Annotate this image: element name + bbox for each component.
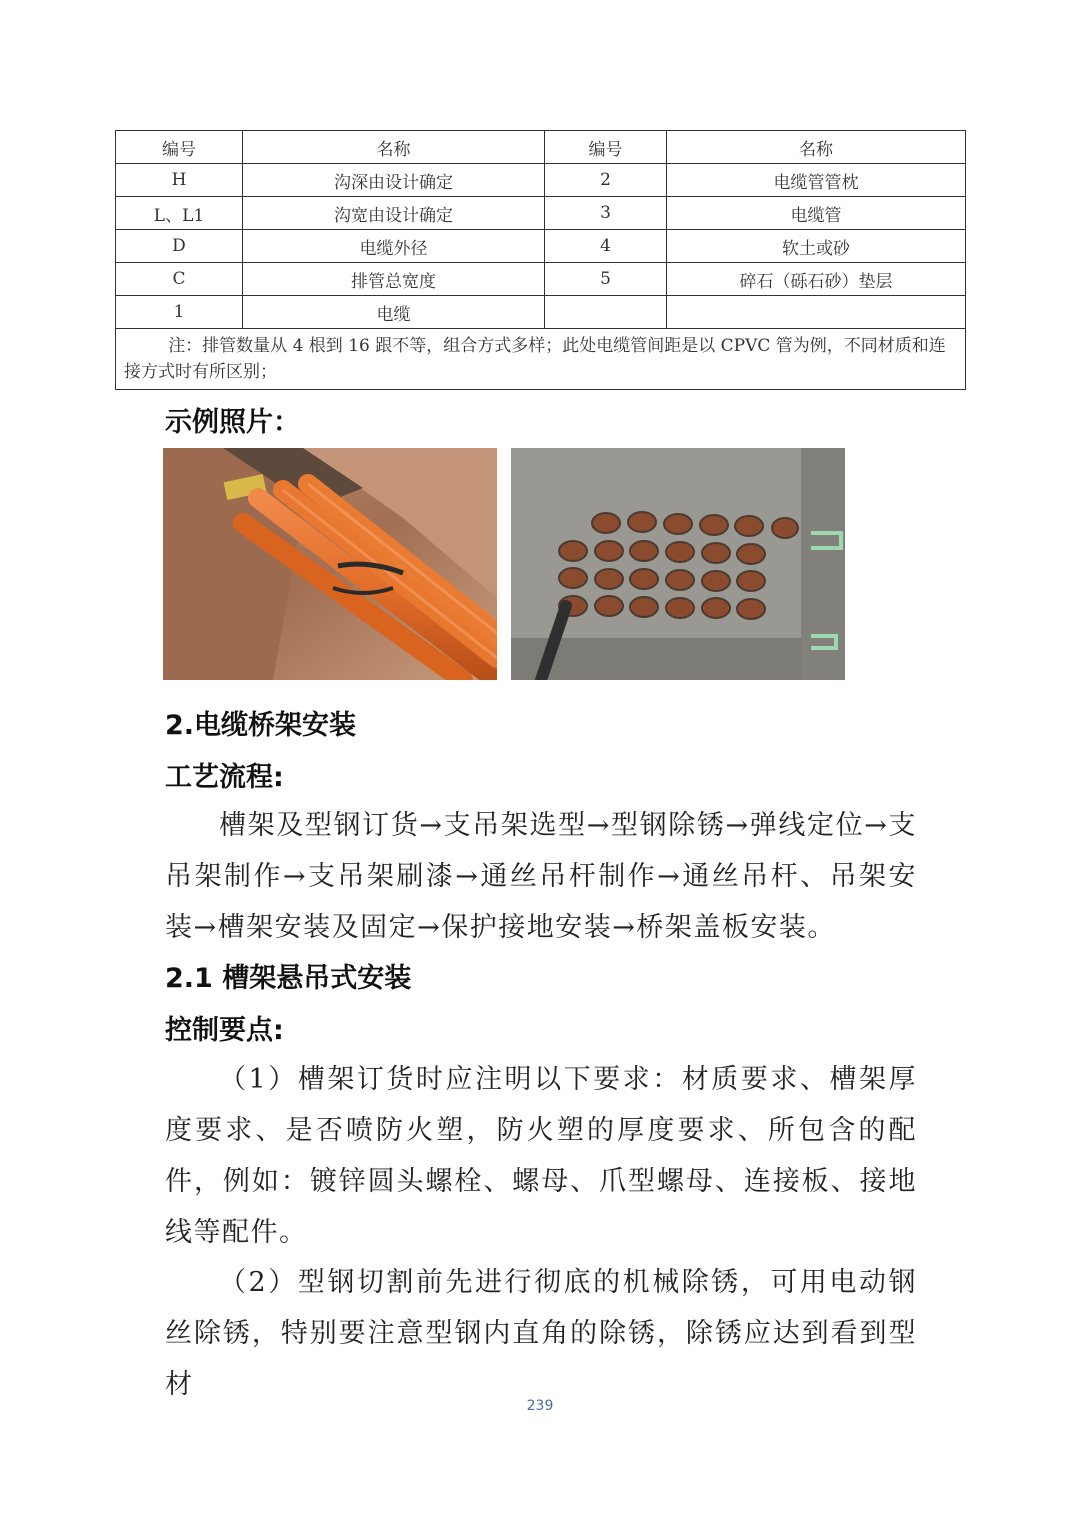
- table-row: [116, 263, 966, 296]
- photo-cable-conduits-in-trench: [163, 448, 497, 680]
- subsection-title: 2.1 槽架悬吊式安装: [165, 963, 412, 994]
- table-cell: 电缆管: [667, 197, 966, 230]
- table-note: 注：排管数量从 4 根到 16 跟不等，组合方式多样；此处电缆管间距是以 CPVC 管为例，不同材质和连接方式时有所区别；: [116, 329, 966, 390]
- table-cell: [667, 296, 966, 329]
- section-title: 2.电缆桥架安装: [165, 710, 357, 741]
- table-header-cell: 名称: [243, 131, 545, 164]
- table-cell: 4: [545, 230, 667, 263]
- point-2-paragraph: （2）型钢切割前先进行彻底的机械除锈，可用电动钢丝除锈，特别要注意型钢内直角的除锈，除锈应达到看到型材: [165, 1267, 917, 1400]
- table-cell: H: [116, 164, 243, 197]
- table-cell: 1: [116, 296, 243, 329]
- photos-heading: 示例照片：: [165, 407, 300, 438]
- photo-concrete-wall-conduit-holes: [511, 448, 845, 680]
- table-cell: C: [116, 263, 243, 296]
- spec-table: [115, 130, 966, 390]
- process-heading: 工艺流程:: [165, 762, 284, 793]
- process-paragraph: 槽架及型钢订货→支吊架选型→型钢除锈→弹线定位→支吊架制作→支吊架刷漆→通丝吊杆制作→通丝吊杆、吊架安装→槽架安装及固定→保护接地安装→桥架盖板安装。: [165, 810, 917, 943]
- table-cell: 5: [545, 263, 667, 296]
- table-cell: 电缆外径: [243, 230, 545, 263]
- table-note-row: [116, 329, 966, 390]
- table-cell: 碎石（砾石砂）垫层: [667, 263, 966, 296]
- table-cell: L、L1: [116, 197, 243, 230]
- table-header-cell: 名称: [667, 131, 966, 164]
- table-cell: 电缆管管枕: [667, 164, 966, 197]
- table-cell: 电缆: [243, 296, 545, 329]
- control-heading: 控制要点:: [165, 1015, 284, 1046]
- point-1-paragraph: （1）槽架订货时应注明以下要求：材质要求、槽架厚度要求、是否喷防火塑，防火塑的厚度要求、所包含的配件，例如：镀锌圆头螺栓、螺母、爪型螺母、连接板、接地线等配件。: [165, 1064, 917, 1248]
- table-row: [116, 230, 966, 263]
- table-header-row: [116, 131, 966, 164]
- table-cell: 沟深由设计确定: [243, 164, 545, 197]
- table-cell: 2: [545, 164, 667, 197]
- table-header-cell: 编号: [545, 131, 667, 164]
- table-cell: D: [116, 230, 243, 263]
- table-row: [116, 296, 966, 329]
- table-row: [116, 164, 966, 197]
- table-cell: 排管总宽度: [243, 263, 545, 296]
- table-cell: 3: [545, 197, 667, 230]
- table-header-cell: 编号: [116, 131, 243, 164]
- table-cell: [545, 296, 667, 329]
- table-row: [116, 197, 966, 230]
- table-cell: 沟宽由设计确定: [243, 197, 545, 230]
- table-cell: 软土或砂: [667, 230, 966, 263]
- page-number: 239: [526, 1398, 554, 1414]
